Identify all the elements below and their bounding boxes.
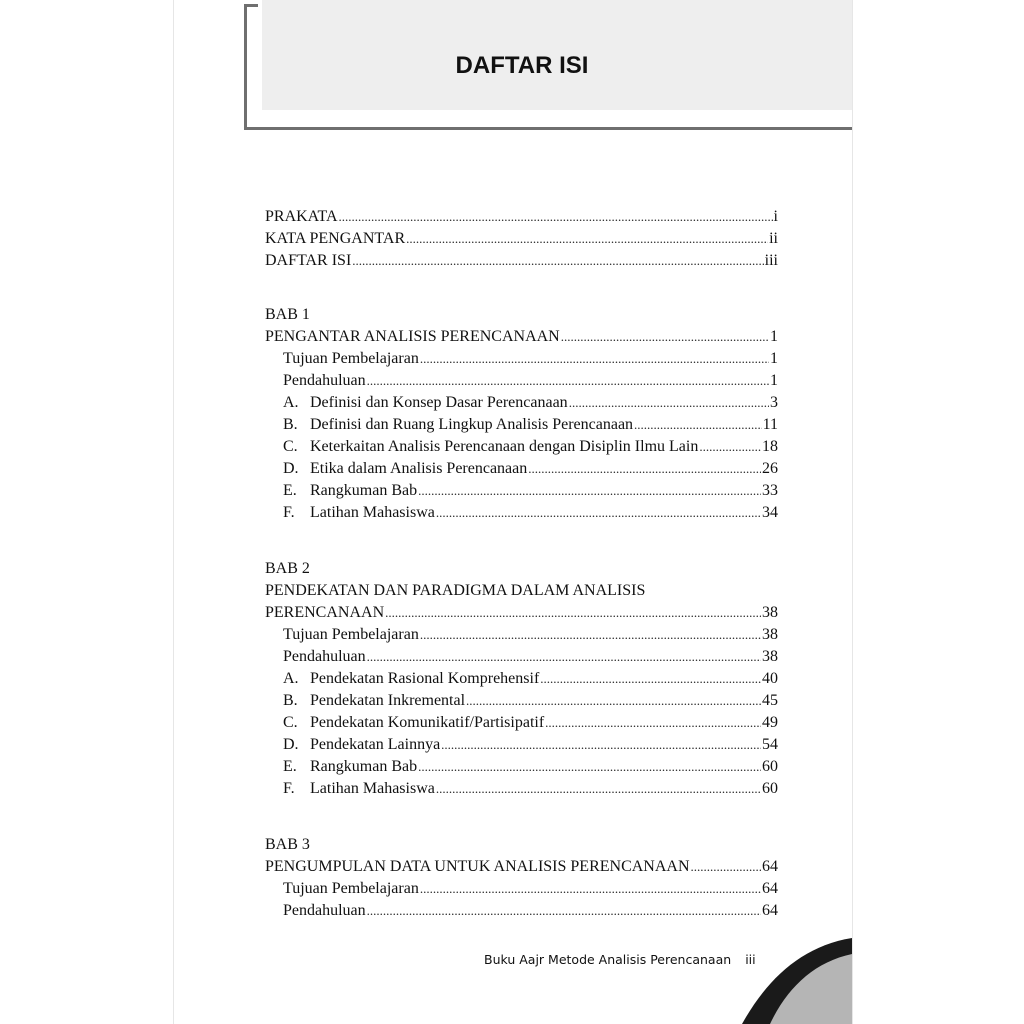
toc-entry-label: Tujuan Pembelajaran <box>283 880 419 897</box>
toc-page-number: 40 <box>762 670 778 687</box>
toc-entry-letter: B. <box>283 416 298 433</box>
toc-entry-letter: A. <box>283 670 299 687</box>
toc-entry-label: DAFTAR ISI <box>265 252 352 269</box>
chapter-number <box>265 558 778 580</box>
chapter-number-label: BAB 2 <box>265 560 310 577</box>
dot-leader <box>352 250 763 272</box>
toc-front-entry <box>265 250 778 272</box>
dot-leader <box>418 756 761 778</box>
dot-leader <box>545 712 761 734</box>
toc-entry <box>265 480 778 502</box>
toc-entry-label: PENGANTAR ANALISIS PERENCANAAN <box>265 328 560 345</box>
toc-entry-letter: E. <box>283 758 297 775</box>
toc-page-number: 38 <box>762 604 778 621</box>
chapter-title-line <box>265 602 778 624</box>
toc-page-number: 38 <box>762 648 778 665</box>
toc-entry <box>265 624 778 646</box>
toc-entry <box>265 646 778 668</box>
page-footer <box>484 952 756 967</box>
table-of-contents <box>265 206 778 922</box>
toc-page-number: 64 <box>762 880 778 897</box>
toc-front-entry <box>265 228 778 250</box>
chapter-number <box>265 834 778 856</box>
toc-entry-label: Rangkuman Bab <box>310 482 418 499</box>
toc-entry-label: Etika dalam Analisis Perencanaan <box>310 460 528 477</box>
toc-page-number: 1 <box>770 328 778 345</box>
toc-entry-label: Keterkaitan Analisis Perencanaan dengan Disiplin Ilmu Lain <box>310 438 699 455</box>
toc-entry-label: Pendahuluan <box>283 372 366 389</box>
dot-leader <box>540 668 761 690</box>
toc-entry-label: PERENCANAAN <box>265 604 385 621</box>
toc-entry <box>265 436 778 458</box>
toc-entry-letter: D. <box>283 460 299 477</box>
toc-entry-label: KATA PENGANTAR <box>265 230 406 247</box>
toc-page-number: 49 <box>762 714 778 731</box>
dot-leader <box>385 602 761 624</box>
dot-leader <box>339 206 773 228</box>
toc-entry <box>265 414 778 436</box>
toc-entry <box>265 690 778 712</box>
toc-entry-label: Latihan Mahasiswa <box>310 780 435 797</box>
dot-leader <box>569 392 769 414</box>
toc-page-number: 3 <box>770 394 778 411</box>
toc-entry-letter: C. <box>283 438 298 455</box>
dot-leader <box>420 878 761 900</box>
toc-entry-letter: C. <box>283 714 298 731</box>
toc-entry-label: PENDEKATAN DAN PARADIGMA DALAM ANALISIS <box>265 582 646 599</box>
toc-entry-label: PRAKATA <box>265 208 338 225</box>
toc-entry-label: Tujuan Pembelajaran <box>283 350 419 367</box>
toc-front-entry <box>265 206 778 228</box>
toc-entry-label: Pendekatan Inkremental <box>310 692 466 709</box>
dot-leader <box>367 370 769 392</box>
toc-page-number: 26 <box>762 460 778 477</box>
dot-leader <box>436 502 761 524</box>
toc-page-number: 18 <box>762 438 778 455</box>
toc-page-number: 60 <box>762 780 778 797</box>
toc-page-number: 1 <box>770 372 778 389</box>
toc-page-number: 34 <box>762 504 778 521</box>
footer-page-number: iii <box>745 952 756 967</box>
dot-leader <box>441 734 761 756</box>
dot-leader <box>561 326 769 348</box>
dot-leader <box>466 690 761 712</box>
dot-leader <box>691 856 761 878</box>
toc-entry-label: Definisi dan Ruang Lingkup Analisis Perencanaan <box>310 416 634 433</box>
toc-entry <box>265 348 778 370</box>
document-page <box>174 0 852 1024</box>
toc-page-number: iii <box>764 252 778 269</box>
dot-leader <box>420 624 761 646</box>
toc-entry-letter: F. <box>283 780 295 797</box>
dot-leader <box>367 646 761 668</box>
toc-entry <box>265 502 778 524</box>
toc-page-number: 64 <box>762 858 778 875</box>
toc-page-number: 1 <box>770 350 778 367</box>
toc-page-number: ii <box>769 230 778 247</box>
toc-entry-label: Pendahuluan <box>283 902 366 919</box>
dot-leader <box>406 228 768 250</box>
chapter-title-line <box>265 326 778 348</box>
toc-page-number: 60 <box>762 758 778 775</box>
toc-entry-letter: E. <box>283 482 297 499</box>
toc-entry-label: Latihan Mahasiswa <box>310 504 435 521</box>
chapter-title-line <box>265 580 778 602</box>
chapter-number-label: BAB 1 <box>265 306 310 323</box>
toc-entry-letter: D. <box>283 736 299 753</box>
toc-entry <box>265 392 778 414</box>
toc-page-number: 33 <box>762 482 778 499</box>
dot-leader <box>528 458 761 480</box>
toc-entry-letter: A. <box>283 394 299 411</box>
dot-leader <box>436 778 761 800</box>
toc-page-number: 64 <box>762 902 778 919</box>
toc-entry-label: Pendahuluan <box>283 648 366 665</box>
toc-entry <box>265 458 778 480</box>
toc-page-number: i <box>773 208 778 225</box>
dot-leader <box>699 436 761 458</box>
toc-entry <box>265 712 778 734</box>
corner-decoration-graphic <box>732 924 852 1024</box>
toc-page-number: 38 <box>762 626 778 643</box>
toc-entry <box>265 668 778 690</box>
toc-entry-label: PENGUMPULAN DATA UNTUK ANALISIS PERENCANAAN <box>265 858 690 875</box>
toc-page-number: 11 <box>762 416 778 433</box>
toc-entry-label: Pendekatan Komunikatif/Partisipatif <box>310 714 545 731</box>
chapter-number <box>265 304 778 326</box>
dot-leader <box>634 414 762 436</box>
chapter-number-label: BAB 3 <box>265 836 310 853</box>
toc-entry-label: Pendekatan Lainnya <box>310 736 441 753</box>
toc-entry <box>265 756 778 778</box>
dot-leader <box>420 348 769 370</box>
toc-entry-letter: B. <box>283 692 298 709</box>
footer-book-title: Buku Aajr Metode Analisis Perencanaan <box>484 952 732 967</box>
toc-page-number: 45 <box>762 692 778 709</box>
toc-entry <box>265 900 778 922</box>
toc-entry <box>265 778 778 800</box>
toc-entry-label: Tujuan Pembelajaran <box>283 626 419 643</box>
toc-entry-label: Rangkuman Bab <box>310 758 418 775</box>
dot-leader <box>367 900 761 922</box>
toc-entry <box>265 370 778 392</box>
page-title: DAFTAR ISI <box>455 52 589 79</box>
toc-entry <box>265 734 778 756</box>
toc-entry-letter: F. <box>283 504 295 521</box>
dot-leader <box>418 480 761 502</box>
chapter-title-line <box>265 856 778 878</box>
toc-entry <box>265 878 778 900</box>
toc-entry-label: Pendekatan Rasional Komprehensif <box>310 670 540 687</box>
toc-entry-label: Definisi dan Konsep Dasar Perencanaan <box>310 394 568 411</box>
toc-page-number: 54 <box>762 736 778 753</box>
